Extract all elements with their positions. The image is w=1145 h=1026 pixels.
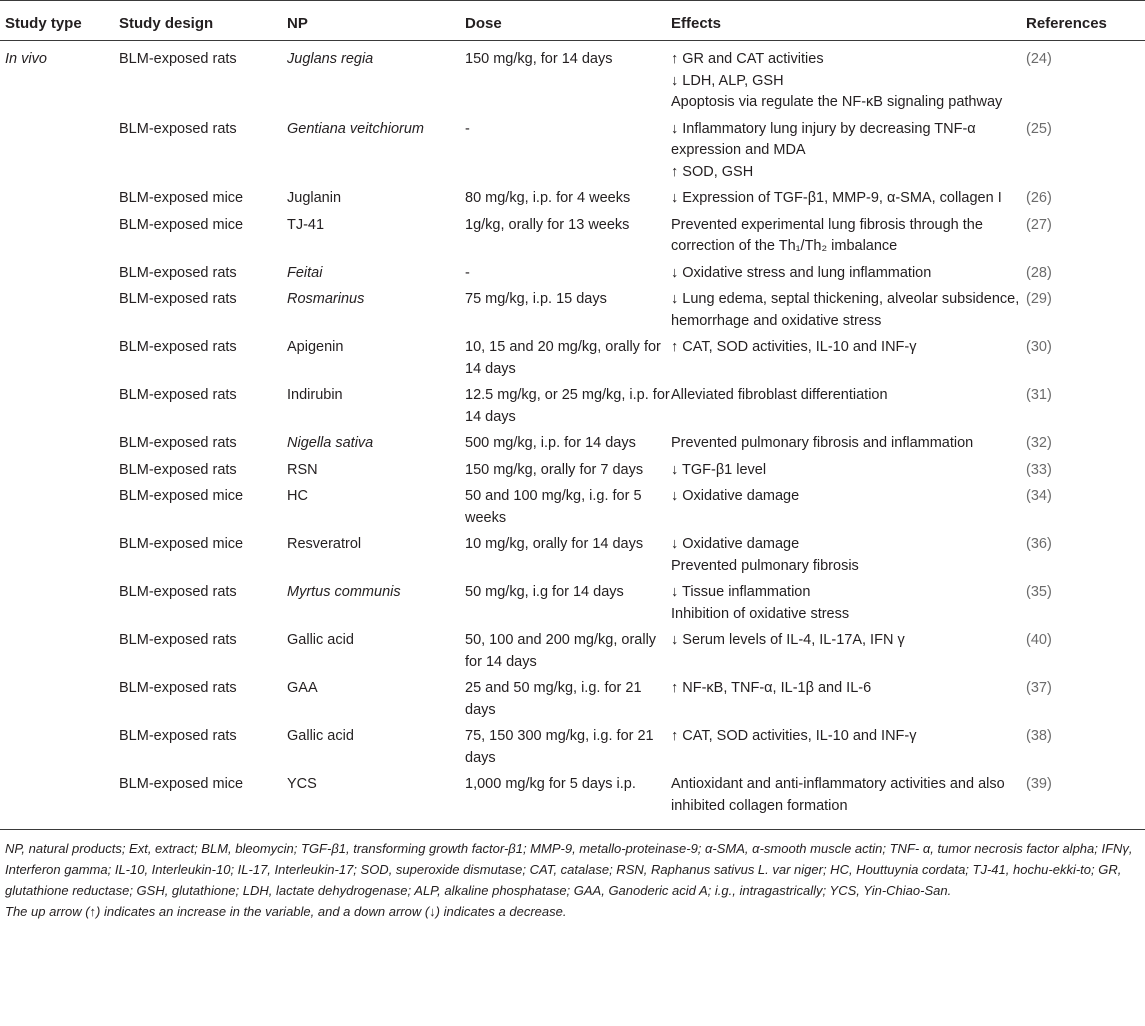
cell-reference: (38) — [1026, 728, 1052, 744]
cell-study-type — [0, 118, 119, 188]
cell-reference: (28) — [1026, 264, 1052, 281]
cell-study-design: BLM-exposed rats — [119, 387, 237, 403]
header-study-type: Study type — [0, 1, 119, 41]
effect-line: ↑ GR and CAT activities — [671, 51, 824, 67]
cell-dose: 50 mg/kg, i.g for 14 days — [465, 584, 624, 600]
cell-dose: 75, 150 300 mg/kg, i.g. for 21 days — [465, 728, 654, 766]
cell-np: Indirubin — [287, 387, 343, 403]
table-row — [0, 432, 1145, 459]
header-study-design: Study design — [119, 1, 287, 41]
cell-np: Resveratrol — [287, 536, 362, 552]
table-row — [0, 214, 1145, 262]
cell-effects — [671, 533, 1026, 581]
table-row — [0, 629, 1145, 677]
cell-study-type — [0, 432, 119, 459]
header-row — [0, 1, 1145, 41]
table-row — [0, 187, 1145, 214]
cell-dose: 1g/kg, orally for 13 weeks — [465, 216, 630, 233]
table-row — [0, 485, 1145, 533]
cell-reference: (35) — [1026, 584, 1052, 600]
cell-study-design: BLM-exposed rats — [119, 680, 237, 696]
cell-np: RSN — [287, 461, 318, 478]
cell-np: HC — [287, 488, 308, 504]
cell-np: Rosmarinus — [287, 291, 365, 307]
cell-study-design: BLM-exposed rats — [119, 461, 237, 478]
cell-np: Juglanin — [287, 190, 342, 206]
header-dose: Dose — [465, 1, 671, 41]
cell-study-design: BLM-exposed mice — [119, 488, 244, 504]
effect-line: ↑ NF-κB, TNF-α, IL-1β and IL-6 — [671, 680, 872, 696]
cell-study-design: BLM-exposed rats — [119, 339, 237, 355]
cell-study-type — [0, 214, 119, 262]
cell-reference: (27) — [1026, 216, 1052, 233]
cell-effects — [671, 118, 1026, 188]
cell-reference: (36) — [1026, 536, 1052, 552]
cell-study-design: BLM-exposed rats — [119, 435, 237, 451]
cell-study-type — [0, 459, 119, 486]
header-references: References — [1026, 1, 1145, 41]
cell-reference: (29) — [1026, 291, 1052, 307]
table-row — [0, 41, 1145, 118]
table-row — [0, 384, 1145, 432]
cell-np: Feitai — [287, 264, 323, 281]
cell-dose: 50 and 100 mg/kg, i.g. for 5 weeks — [465, 488, 642, 526]
cell-effects — [671, 581, 1026, 629]
cell-np: YCS — [287, 773, 465, 830]
cell-study-design: BLM-exposed rats — [119, 264, 237, 281]
cell-dose: 150 mg/kg, for 14 days — [465, 51, 613, 67]
cell-effects — [671, 629, 1026, 677]
cell-np: Gentiana veitchiorum — [287, 120, 425, 137]
effect-line: ↑ CAT, SOD activities, IL-10 and INF-γ — [671, 728, 917, 744]
cell-effects — [671, 459, 1026, 486]
cell-dose: 25 and 50 mg/kg, i.g. for 21 days — [465, 680, 642, 718]
cell-dose: 500 mg/kg, i.p. for 14 days — [465, 435, 636, 451]
cell-effects — [671, 214, 1026, 262]
cell-np: GAA — [287, 680, 318, 696]
cell-dose: 12.5 mg/kg, or 25 mg/kg, i.p. for 14 days — [465, 387, 670, 425]
cell-effects — [671, 262, 1026, 289]
cell-dose: 80 mg/kg, i.p. for 4 weeks — [465, 190, 631, 206]
effect-line: ↓ Oxidative damage — [671, 536, 800, 552]
cell-reference: (34) — [1026, 488, 1052, 504]
effect-line: ↓ LDH, ALP, GSH — [671, 72, 784, 89]
cell-np: Juglans regia — [287, 51, 374, 67]
table-row — [0, 288, 1145, 336]
cell-dose: 150 mg/kg, orally for 7 days — [465, 461, 644, 478]
effect-line: ↓ Lung edema, septal thickening, alveolar subsidence, hemorrhage and oxidative stress — [671, 291, 1020, 329]
cell-study-type — [0, 773, 119, 830]
cell-study-type — [0, 725, 119, 773]
cell-study-design: BLM-exposed rats — [119, 728, 237, 744]
cell-study-type — [0, 485, 119, 533]
table-row — [0, 459, 1145, 486]
cell-effects — [671, 773, 1026, 830]
cell-np: TJ-41 — [287, 216, 325, 233]
table-row — [0, 773, 1145, 830]
cell-dose: 10 mg/kg, orally for 14 days — [465, 536, 644, 552]
table-row — [0, 725, 1145, 773]
cell-reference: (31) — [1026, 387, 1052, 403]
effect-line: ↓ Serum levels of IL-4, IL-17A, IFN γ — [671, 632, 905, 648]
cell-study-type — [0, 533, 119, 581]
cell-study-type — [0, 629, 119, 677]
effect-line: ↑ SOD, GSH — [671, 163, 754, 180]
cell-reference: (30) — [1026, 339, 1052, 355]
cell-np: Gallic acid — [287, 728, 354, 744]
cell-effects — [671, 41, 1026, 118]
cell-study-type — [0, 288, 119, 336]
table-row — [0, 533, 1145, 581]
cell-effects — [671, 187, 1026, 214]
table-footer — [0, 830, 1145, 922]
cell-np: Gallic acid — [287, 632, 354, 648]
table-row — [0, 581, 1145, 629]
effect-line: ↓ Oxidative stress and lung inflammation — [671, 264, 932, 281]
cell-study-type — [0, 336, 119, 384]
table-row — [0, 118, 1145, 188]
cell-effects — [671, 677, 1026, 725]
cell-study-design: BLM-exposed mice — [119, 190, 244, 206]
cell-np: Myrtus communis — [287, 584, 401, 600]
effect-line: Prevented experimental lung fibrosis through the correction of the Th₁/Th₂ imbalance — [671, 216, 983, 254]
effect-line: ↓ Inflammatory lung injury by decreasing TNF-α expression and MDA — [671, 120, 976, 158]
cell-study-design: BLM-exposed rats — [119, 120, 237, 137]
cell-study-design: BLM-exposed rats — [119, 291, 237, 307]
header-effects: Effects — [671, 1, 1026, 41]
cell-reference: (26) — [1026, 190, 1052, 206]
cell-effects — [671, 336, 1026, 384]
cell-effects — [671, 288, 1026, 336]
cell-np: Nigella sativa — [287, 435, 374, 451]
cell-reference: (33) — [1026, 461, 1052, 478]
abbreviations-footnote: NP, natural products; Ext, extract; BLM, bleomycin; TGF-β1, transforming growth factor-β1; MMP-9, metallo-proteinase-9; α-SMA, α-smooth muscle actin; TNF- α, tumor necrosis factor alpha; IFNγ, Interferon gamma; IL-10, Interleukin-10; IL-17, Interleukin-17; SOD, superoxide dismutase; CAT, catalase; RSN, Raphanus sativus L. var niger; HC, Houttuynia cordata; TJ-41, hochu-ekki-to; GR, glutathione reductase; GSH, glutathione; LDH, lactate dehydrogenase; ALP, alkaline phosphatase; GAA, Ganoderic acid A; i.g., intragastrically; YCS, Yin-Chiao-San. — [5, 841, 1133, 898]
effect-line: Prevented pulmonary fibrosis — [671, 557, 859, 574]
effect-line: ↑ CAT, SOD activities, IL-10 and INF-γ — [671, 339, 917, 355]
effect-line: Inhibition of oxidative stress — [671, 605, 850, 622]
cell-study-type — [0, 187, 119, 214]
cell-dose: 50, 100 and 200 mg/kg, orally for 14 days — [465, 632, 657, 670]
cell-effects — [671, 725, 1026, 773]
table-row — [0, 262, 1145, 289]
cell-study-type — [0, 677, 119, 725]
cell-dose: - — [465, 264, 470, 281]
cell-reference: (32) — [1026, 435, 1052, 451]
effect-line: ↓ Expression of TGF-β1, MMP-9, α-SMA, collagen I — [671, 190, 1002, 206]
cell-reference: (39) — [1026, 773, 1145, 830]
table-body — [0, 41, 1145, 830]
cell-study-design: BLM-exposed rats — [119, 51, 237, 67]
effect-line: Prevented pulmonary fibrosis and inflammation — [671, 435, 974, 451]
effect-line: Apoptosis via regulate the NF-κB signaling pathway — [671, 94, 1003, 110]
cell-effects — [671, 485, 1026, 533]
cell-study-design: BLM-exposed rats — [119, 584, 237, 600]
header-np: NP — [287, 1, 465, 41]
cell-study-design: BLM-exposed mice — [119, 773, 287, 830]
cell-dose: - — [465, 120, 470, 137]
cell-dose: 75 mg/kg, i.p. 15 days — [465, 291, 607, 307]
arrow-note: The up arrow (↑) indicates an increase in the variable, and a down arrow (↓) indicates a decrease. — [5, 904, 567, 919]
effect-line: Antioxidant and anti-inflammatory activities and also inhibited collagen formation — [671, 776, 1005, 814]
cell-study-design: BLM-exposed mice — [119, 216, 244, 233]
cell-reference: (24) — [1026, 51, 1052, 67]
cell-reference: (37) — [1026, 680, 1052, 696]
effect-line: ↓ Oxidative damage — [671, 488, 800, 504]
cell-study-design: BLM-exposed mice — [119, 536, 244, 552]
cell-dose: 1,000 mg/kg for 5 days i.p. — [465, 773, 671, 830]
effect-line: ↓ TGF-β1 level — [671, 461, 767, 478]
table-row — [0, 336, 1145, 384]
table-row — [0, 677, 1145, 725]
cell-effects — [671, 432, 1026, 459]
effect-line: Alleviated fibroblast differentiation — [671, 387, 888, 403]
cell-study-design: BLM-exposed rats — [119, 632, 237, 648]
cell-reference: (25) — [1026, 120, 1052, 137]
cell-effects — [671, 384, 1026, 432]
cell-study-type — [0, 384, 119, 432]
cell-study-type — [0, 581, 119, 629]
effect-line: ↓ Tissue inflammation — [671, 584, 811, 600]
cell-np: Apigenin — [287, 339, 344, 355]
cell-reference: (40) — [1026, 632, 1052, 648]
cell-study-type — [0, 262, 119, 289]
cell-study-type: In vivo — [5, 51, 47, 67]
cell-dose: 10, 15 and 20 mg/kg, orally for 14 days — [465, 339, 661, 377]
